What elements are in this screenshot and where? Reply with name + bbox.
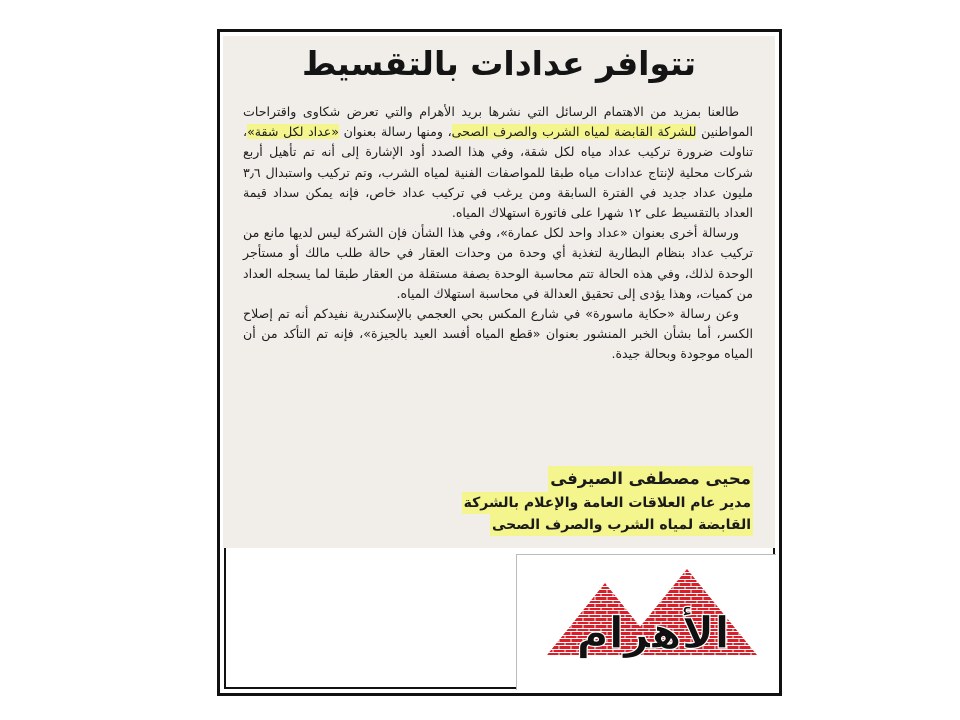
paragraph-1-after: ، تناولت ضرورة تركيب عداد مياه لكل شقة، وفي هذا الصدد أود الإشارة إلى أنه تم تأهيل أربع شركات محلية لإنتاج عدادات مياه طبقا للمواصفات الفنية لمياه الشرب، وتم تركيب واستبدال ٣٫٦ مليون عداد جديد في الفترة السابقة ومن يرغب في تركيب عداد خاص، فإنه يمكن سداد قيمة العداد بالتقسيط على ١٢ شهرا على فاتورة استهلاك المياه. bbox=[243, 124, 753, 221]
signature-title-line-2: القابضة لمياه الشرب والصرف الصحى bbox=[490, 514, 753, 536]
paragraph-1-before: طالعنا بمزيد من الاهتمام الرسائل التي نشرها بريد الأهرام والتي تعرض شكاوى واقتراحات المواطنين bbox=[243, 104, 753, 140]
highlighted-company-name: للشركة القابضة لمياه الشرب والصرف الصحى bbox=[451, 124, 697, 140]
article-paragraph-2: ورسالة أخرى بعنوان «عداد واحد لكل عمارة»، وفي هذا الشأن فإن الشركة ليس لديها مانع من تركيب عداد بنظام البطارية لتغذية أي وحدة من وحدات العقار في حالة طلب مالك أو مستأجر الوحدة لذلك، وفي هذه الحالة تتم محاسبة الوحدة بصفة مستقلة من العقار طبقا لما يسجله العداد من كميات، وهذا يؤدى إلى تحقيق العدالة في محاسبة استهلاك المياه. bbox=[243, 225, 753, 301]
signature-block bbox=[433, 466, 753, 536]
logo-text: الأهرام bbox=[576, 608, 730, 659]
newspaper-clipping bbox=[223, 36, 775, 548]
article-body bbox=[243, 102, 753, 365]
paragraph-1-mid: ، ومنها رسالة بعنوان bbox=[343, 124, 452, 140]
article-headline: تتوافر عدادات بالتقسيط bbox=[301, 44, 697, 83]
pyramid-logo-icon bbox=[517, 555, 776, 690]
article-paragraph-1 bbox=[243, 102, 753, 223]
article-paragraph-3: وعن رسالة «حكاية ماسورة» في شارع المكس بحي العجمي بالإسكندرية نفيدكم أنه تم إصلاح الكسر، أما بشأن الخبر المنشور بعنوان «قطع المياه أفسد العيد بالجيزة»، فإنه تم التأكد من أن المياه موجودة وبحالة جيدة. bbox=[243, 306, 753, 362]
signature-name: محيى مصطفى الصيرفى bbox=[548, 466, 753, 492]
highlighted-letter-title: «عداد لكل شقة» bbox=[247, 124, 340, 140]
signature-title-line-1: مدير عام العلاقات العامة والإعلام بالشركة bbox=[462, 492, 753, 514]
al-ahram-logo bbox=[516, 554, 776, 690]
